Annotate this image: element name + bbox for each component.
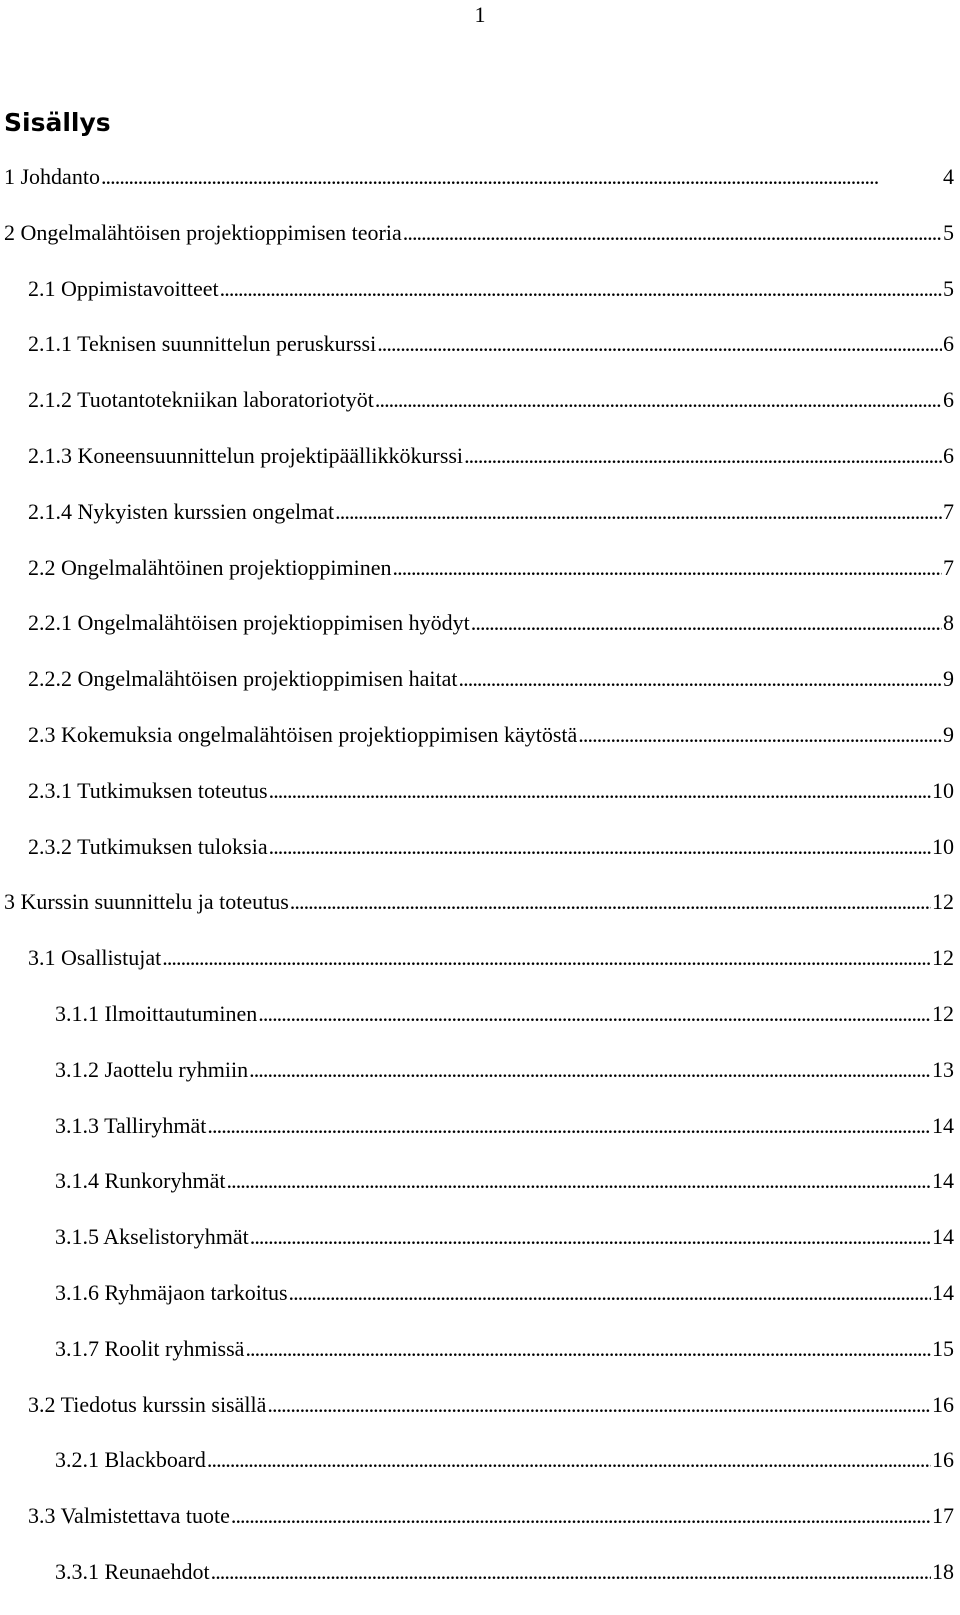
toc-entry[interactable] — [0, 1559, 960, 1615]
toc-entry[interactable] — [0, 1168, 960, 1224]
toc-entry-page: 15 — [932, 1335, 954, 1361]
toc-entry-page: 14 — [932, 1168, 954, 1194]
toc-entry-page: 6 — [943, 387, 954, 413]
page-number: 1 — [474, 2, 486, 27]
toc-entry-page: 8 — [943, 610, 954, 636]
toc-entry[interactable] — [0, 834, 960, 890]
toc-entry[interactable] — [0, 945, 960, 1001]
toc-dot-leader — [231, 1503, 931, 1529]
toc-entry-page: 14 — [932, 1112, 954, 1138]
toc-entry-label: 2.3.1 Tutkimuksen toteutus — [28, 777, 268, 803]
toc-entry-page: 13 — [932, 1056, 954, 1082]
toc-entry[interactable] — [0, 1503, 960, 1559]
toc-entry-label: 3.1.3 Talliryhmät — [55, 1112, 207, 1138]
toc-entry-label: 1 Johdanto — [4, 164, 100, 189]
toc-dot-leader — [250, 1224, 931, 1250]
toc-entry-label: 3.1.5 Akselistoryhmät — [55, 1224, 249, 1250]
toc-entry[interactable] — [0, 1001, 960, 1057]
toc-entry[interactable] — [0, 220, 960, 276]
toc-dot-leader — [578, 722, 942, 748]
toc-entry-page: 7 — [943, 554, 954, 580]
toc-entry-label: 3.3.1 Reunaehdot — [55, 1558, 210, 1584]
toc-dot-leader — [403, 220, 942, 246]
toc-dot-leader — [211, 1559, 931, 1585]
toc-entry-label: 2.1.4 Nykyisten kurssien ongelmat — [28, 498, 335, 524]
toc-entry[interactable] — [0, 331, 960, 387]
toc-entry-page: 5 — [943, 275, 954, 301]
toc-dot-leader — [162, 945, 931, 971]
table-of-contents — [0, 164, 960, 1615]
toc-entry-label: 2 Ongelmalähtöisen projektioppimisen teoria — [4, 219, 402, 245]
toc-entry-page: 9 — [943, 721, 954, 747]
toc-entry-label: 2.3 Kokemuksia ongelmalähtöisen projektioppimisen käytöstä — [28, 721, 578, 747]
toc-entry-label: 3.1 Osallistujat — [28, 945, 162, 971]
toc-entry-label: 2.1 Oppimistavoitteet — [28, 275, 219, 301]
toc-entry-label: 3.1.1 Ilmoittautuminen — [55, 1000, 258, 1026]
toc-entry-page: 14 — [932, 1224, 954, 1250]
toc-entry-page: 16 — [932, 1391, 954, 1417]
toc-entry-label: 3.1.2 Jaottelu ryhmiin — [55, 1056, 249, 1082]
toc-dot-leader — [471, 610, 942, 636]
toc-dot-leader — [269, 778, 931, 804]
toc-dot-leader — [459, 666, 942, 692]
toc-dot-leader — [245, 1336, 931, 1362]
toc-dot-leader — [267, 1392, 931, 1418]
toc-dot-leader — [207, 1113, 931, 1139]
toc-entry[interactable] — [0, 387, 960, 443]
toc-entry-label: 3.1.6 Ryhmäjaon tarkoitus — [55, 1279, 288, 1305]
toc-dot-leader — [227, 1168, 932, 1194]
toc-entry[interactable] — [0, 276, 960, 332]
toc-entry[interactable] — [0, 555, 960, 611]
toc-entry-label: 3.1.7 Roolit ryhmissä — [55, 1335, 245, 1361]
toc-dot-leader — [377, 331, 942, 357]
toc-dot-leader — [289, 1280, 931, 1306]
toc-entry[interactable] — [0, 722, 960, 778]
toc-entry-page: 4 — [943, 164, 954, 189]
toc-entry-label: 2.1.3 Koneensuunnittelun projektipäällikkökurssi — [28, 442, 464, 468]
toc-entry-label: 3.2 Tiedotus kurssin sisällä — [28, 1391, 267, 1417]
toc-dot-leader — [464, 443, 942, 469]
toc-entry-label: 3.2.1 Blackboard — [55, 1447, 206, 1473]
toc-entry[interactable] — [0, 1113, 960, 1169]
toc-entry[interactable] — [0, 778, 960, 834]
toc-entry-page: 12 — [932, 889, 954, 915]
toc-entry-label: 2.1.1 Teknisen suunnittelun peruskurssi — [28, 331, 377, 357]
toc-entry-page: 12 — [932, 1000, 954, 1026]
toc-entry-page: 9 — [943, 666, 954, 692]
toc-entry-label: 2.2 Ongelmalähtöinen projektioppiminen — [28, 554, 392, 580]
toc-entry-label: 2.3.2 Tutkimuksen tuloksia — [28, 833, 268, 859]
toc-entry[interactable] — [0, 610, 960, 666]
toc-entry-page: 10 — [932, 777, 954, 803]
toc-title: Sisällys — [4, 108, 111, 137]
toc-entry[interactable] — [0, 666, 960, 722]
toc-entry-label: 2.1.2 Tuotantotekniikan laboratoriotyöt — [28, 387, 374, 413]
toc-dot-leader — [207, 1447, 931, 1473]
toc-entry-page: 18 — [932, 1558, 954, 1584]
toc-dot-leader — [269, 834, 931, 860]
toc-entry-page: 7 — [943, 498, 954, 524]
toc-dot-leader — [258, 1001, 931, 1027]
toc-dot-leader — [101, 164, 942, 190]
toc-entry-label: 3.3 Valmistettava tuote — [28, 1503, 230, 1529]
toc-entry-page: 17 — [932, 1503, 954, 1529]
toc-entry[interactable] — [0, 499, 960, 555]
toc-entry[interactable] — [0, 443, 960, 499]
toc-entry-label: 3 Kurssin suunnittelu ja toteutus — [4, 889, 289, 915]
toc-entry[interactable] — [0, 889, 960, 945]
toc-entry[interactable] — [0, 1392, 960, 1448]
toc-entry-page: 6 — [943, 331, 954, 357]
toc-entry[interactable] — [0, 1280, 960, 1336]
toc-entry-label: 2.2.1 Ongelmalähtöisen projektioppimisen hyödyt — [28, 610, 470, 636]
toc-entry-page: 12 — [932, 945, 954, 971]
toc-entry-page: 5 — [943, 219, 954, 245]
toc-dot-leader — [375, 387, 942, 413]
toc-entry-page: 6 — [943, 442, 954, 468]
toc-entry-label: 3.1.4 Runkoryhmät — [55, 1168, 226, 1194]
toc-entry[interactable] — [0, 1057, 960, 1113]
toc-entry-page: 14 — [932, 1279, 954, 1305]
toc-entry[interactable] — [0, 1336, 960, 1392]
toc-entry[interactable] — [0, 1447, 960, 1503]
toc-dot-leader — [290, 889, 931, 915]
toc-entry-label: 2.2.2 Ongelmalähtöisen projektioppimisen haitat — [28, 666, 458, 692]
toc-dot-leader — [249, 1057, 931, 1083]
toc-entry[interactable] — [0, 164, 960, 220]
toc-dot-leader — [335, 499, 942, 525]
toc-dot-leader — [393, 555, 942, 581]
toc-entry-page: 10 — [932, 833, 954, 859]
toc-entry-page: 16 — [932, 1447, 954, 1473]
toc-dot-leader — [220, 276, 942, 302]
toc-entry[interactable] — [0, 1224, 960, 1280]
